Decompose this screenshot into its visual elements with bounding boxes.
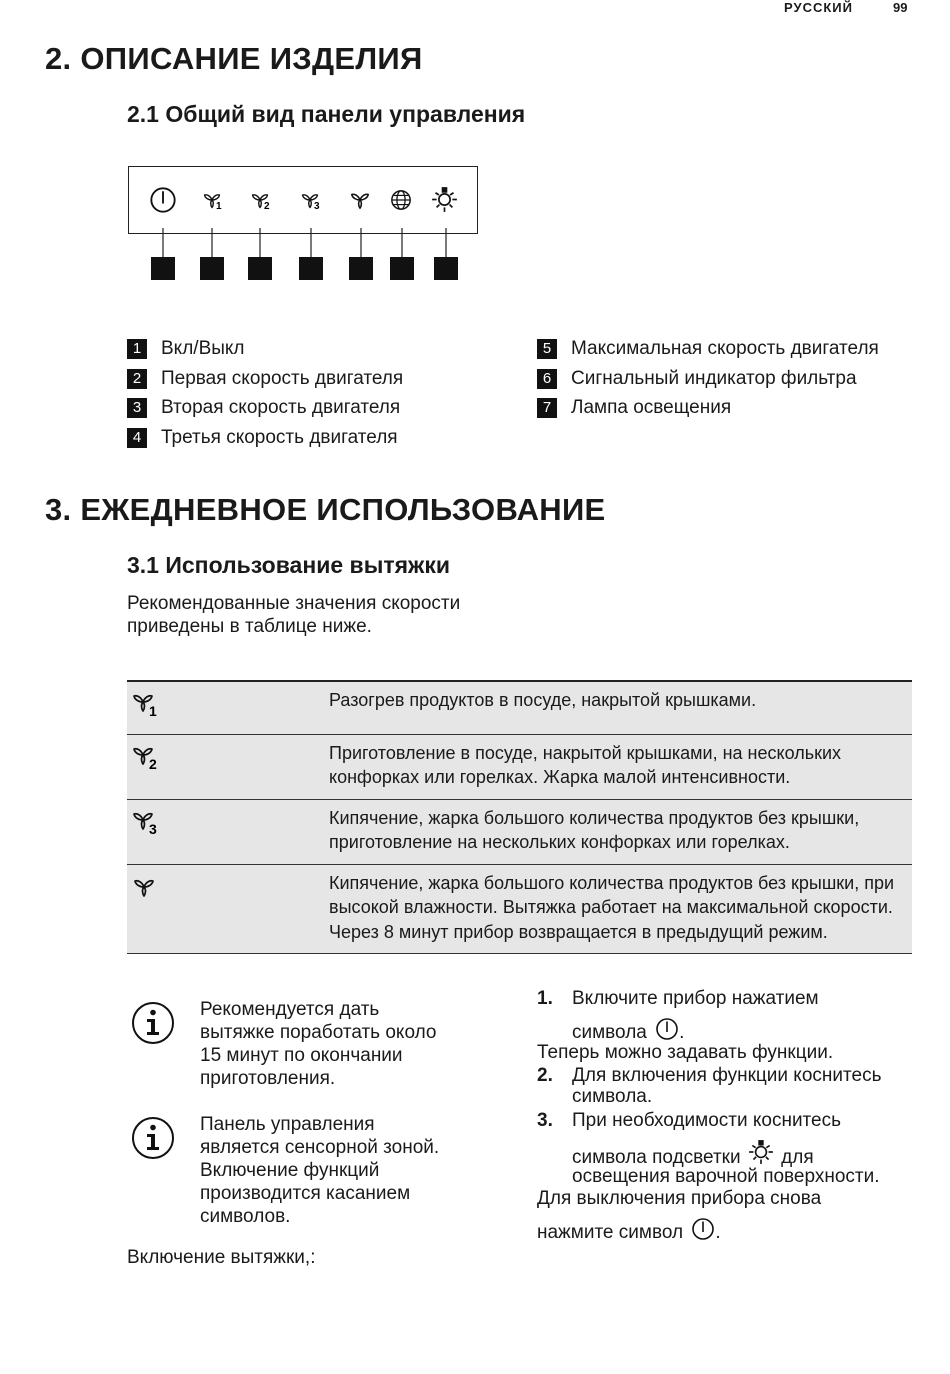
switch-on-label: Включение вытяжки,:	[127, 1247, 316, 1268]
legend-text: Сигнальный индикатор фильтра	[571, 368, 857, 389]
svg-text:3: 3	[149, 820, 157, 836]
table-text-cell: Разогрев продуктов в посуде, накрытой крышками.	[329, 681, 912, 734]
table-icon-cell	[127, 799, 329, 864]
power-icon	[151, 188, 174, 211]
legend-number: 6	[537, 369, 557, 389]
page-number: 99	[893, 0, 908, 15]
control-panel-icons	[128, 166, 480, 284]
callout-marker-1	[151, 257, 175, 280]
step-number: 1.	[537, 988, 553, 1009]
section-2-1-title: 2.1 Общий вид панели управления	[127, 101, 526, 127]
fan-speed-3-icon	[303, 195, 321, 212]
svg-text:3: 3	[314, 201, 320, 212]
table-icon-cell	[127, 681, 329, 734]
section-3-title: 3. ЕЖЕДНЕВНОЕ ИСПОЛЬЗОВАНИЕ	[45, 492, 606, 527]
table-text-cell: Кипячение, жарка большого количества продуктов без крышки, при высокой влажности. Вытяжка работает на максимальной скорости. Через 8 минут прибор возвращается в предыдущий режим.	[329, 864, 912, 954]
callout-marker-2	[200, 257, 224, 280]
legend-text: Вкл/Выкл	[161, 338, 245, 359]
step-text: .	[679, 1022, 685, 1043]
table-text-cell: Кипячение, жарка большого количества продуктов без крышки, приготовление на нескольких конфорках или горелках.	[329, 799, 912, 864]
step-line	[572, 1017, 912, 1044]
switch-off-paragraph	[537, 1187, 917, 1244]
section-3-1-title: 3.1 Использование вытяжки	[127, 552, 450, 578]
step-line: освещения варочной поверхности.	[572, 1166, 880, 1187]
info-line: приготовления.	[200, 1068, 336, 1089]
step-line: символа.	[572, 1086, 653, 1107]
info-line: является сенсорной зоной.	[200, 1137, 440, 1158]
switch-off-line	[537, 1217, 917, 1244]
power-icon	[691, 1217, 715, 1241]
info-note-1	[200, 998, 436, 1090]
info-line: 15 минут по окончании	[200, 1045, 403, 1066]
step-text: символа	[572, 1022, 647, 1043]
callout-markers	[151, 257, 458, 280]
fan-speed-2-icon	[253, 195, 271, 212]
step-number: 2.	[537, 1065, 553, 1086]
step-text: символа подсветки	[572, 1147, 741, 1168]
intro-paragraph	[127, 592, 460, 638]
intro-line: приведены в таблице ниже.	[127, 616, 372, 637]
callout-marker-7	[434, 257, 458, 280]
switch-off-text: нажмите символ	[537, 1222, 684, 1243]
info-line: Рекомендуется дать	[200, 999, 380, 1020]
step-text: для	[781, 1147, 814, 1168]
step-body	[572, 1064, 912, 1108]
fan-speed-3-icon	[131, 806, 165, 836]
legend-number: 1	[127, 339, 147, 359]
callout-marker-5	[349, 257, 373, 280]
table-row	[127, 799, 912, 864]
lamp-icon	[432, 187, 457, 212]
legend-number: 5	[537, 339, 557, 359]
callout-marker-3	[248, 257, 272, 280]
info-note-2	[200, 1113, 439, 1228]
fan-speed-1-icon	[205, 195, 223, 212]
info-line: символов.	[200, 1206, 291, 1227]
fan-speed-1-icon	[131, 688, 165, 718]
table-row	[127, 864, 912, 954]
table-row	[127, 734, 912, 799]
svg-text:1: 1	[149, 703, 157, 718]
table-text-cell: Приготовление в посуде, накрытой крышками, на нескольких конфорках или горелках. Жарка малой интенсивности.	[329, 734, 912, 799]
step-number: 3.	[537, 1110, 553, 1131]
step-line: Для включения функции коснитесь	[572, 1065, 882, 1086]
legend-text: Вторая скорость двигателя	[161, 397, 401, 418]
table-icon-cell	[127, 864, 329, 954]
legend-text: Максимальная скорость двигателя	[571, 338, 879, 359]
after-step-1-text: Теперь можно задавать функции.	[537, 1042, 834, 1063]
step-2	[537, 1064, 917, 1110]
intro-line: Рекомендованные значения скорости	[127, 593, 461, 614]
step-1	[537, 987, 917, 1047]
table-icon-cell	[127, 734, 329, 799]
power-icon	[655, 1017, 679, 1041]
info-line: производится касанием	[200, 1183, 411, 1204]
filter-indicator-icon	[392, 191, 410, 209]
legend-text: Лампа освещения	[571, 397, 732, 418]
switch-off-text: .	[715, 1222, 721, 1243]
step-line: Включите прибор нажатием	[572, 988, 819, 1009]
callout-marker-6	[390, 257, 414, 280]
legend-number: 3	[127, 398, 147, 418]
legend-text: Третья скорость двигателя	[161, 427, 398, 448]
step-body	[572, 987, 912, 1044]
info-icon	[131, 1001, 175, 1045]
lamp-icon	[748, 1139, 774, 1165]
table-row	[127, 681, 912, 734]
section-2-title: 2. ОПИСАНИЕ ИЗДЕЛИЯ	[45, 41, 423, 76]
step-body	[572, 1109, 912, 1188]
legend-text: Первая скорость двигателя	[161, 368, 404, 389]
svg-text:1: 1	[216, 201, 222, 212]
legend-number: 7	[537, 398, 557, 418]
info-line: вытяжке поработать около	[200, 1022, 437, 1043]
switch-off-line: Для выключения прибора снова	[537, 1188, 822, 1209]
speed-table	[127, 680, 912, 954]
callout-lines	[163, 228, 446, 258]
fan-max-icon	[352, 194, 369, 208]
legend-number: 2	[127, 369, 147, 389]
step-3	[537, 1109, 917, 1189]
svg-text:2: 2	[264, 201, 270, 212]
svg-text:2: 2	[149, 755, 157, 771]
callout-marker-4	[299, 257, 323, 280]
step-line: При необходимости коснитесь	[572, 1110, 842, 1131]
header-language: РУССКИЙ	[784, 0, 853, 15]
fan-speed-2-icon	[131, 741, 165, 771]
fan-max-icon	[131, 871, 165, 901]
legend-number: 4	[127, 428, 147, 448]
info-line: Панель управления	[200, 1114, 375, 1135]
info-line: Включение функций	[200, 1160, 380, 1181]
info-icon	[131, 1116, 175, 1160]
